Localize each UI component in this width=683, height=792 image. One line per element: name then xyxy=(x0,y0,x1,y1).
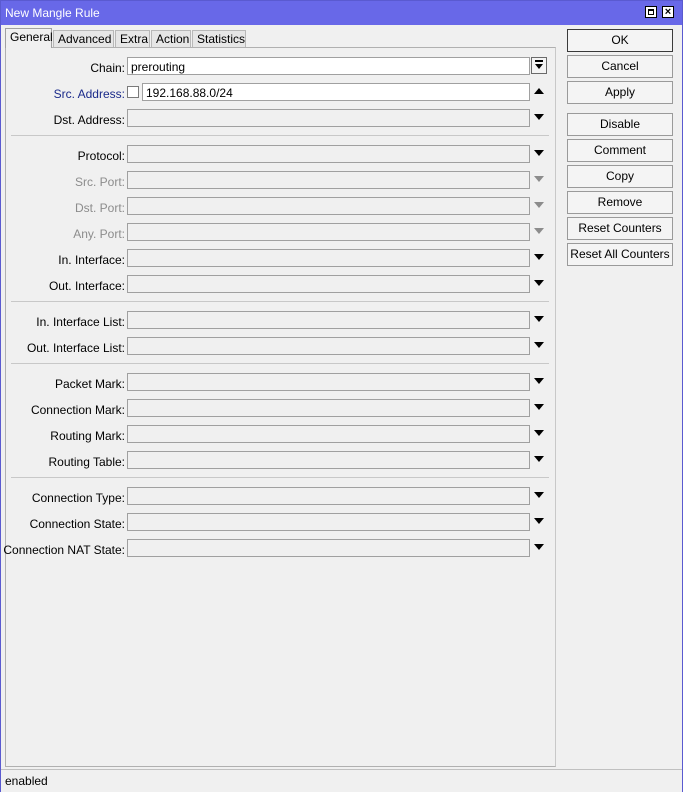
connection-nat-state-field[interactable] xyxy=(127,539,530,557)
tab-general[interactable]: General xyxy=(5,28,52,48)
protocol-label: Protocol: xyxy=(77,149,125,163)
dropdown-arrow-icon[interactable] xyxy=(534,544,544,550)
dropdown-arrow-icon xyxy=(534,176,544,182)
out-interface-label: Out. Interface: xyxy=(48,279,125,293)
dropdown-arrow-icon xyxy=(534,202,544,208)
connection-state-label: Connection State: xyxy=(29,517,125,531)
any-port-row xyxy=(6,223,557,245)
remove-button[interactable]: Remove xyxy=(567,191,673,214)
window-title: New Mangle Rule xyxy=(5,6,100,20)
close-icon[interactable]: × xyxy=(662,6,674,18)
protocol-row xyxy=(6,145,557,167)
tab-statistics[interactable]: Statistics xyxy=(192,30,246,47)
tab-advanced[interactable]: Advanced xyxy=(53,30,114,47)
in-interface-list-label: In. Interface List: xyxy=(36,315,125,329)
out-interface-field[interactable] xyxy=(127,275,530,293)
separator xyxy=(11,301,549,302)
connection-nat-state-label: Connection NAT State: xyxy=(3,543,125,557)
disable-button[interactable]: Disable xyxy=(567,113,673,136)
src-address-negate-checkbox[interactable] xyxy=(127,86,139,98)
in-interface-field[interactable] xyxy=(127,249,530,267)
connection-mark-field[interactable] xyxy=(127,399,530,417)
in-interface-list-row xyxy=(6,311,557,333)
dropdown-arrow-icon[interactable] xyxy=(534,456,544,462)
out-interface-list-row xyxy=(6,337,557,359)
status-text: enabled xyxy=(5,774,48,788)
reset-counters-button[interactable]: Reset Counters xyxy=(567,217,673,240)
connection-type-field[interactable] xyxy=(127,487,530,505)
dropdown-arrow-icon[interactable] xyxy=(534,316,544,322)
chain-field[interactable] xyxy=(127,57,530,75)
dropdown-arrow-icon[interactable] xyxy=(534,430,544,436)
routing-mark-label: Routing Mark: xyxy=(50,429,125,443)
dropdown-arrow-icon[interactable] xyxy=(534,114,544,120)
ok-button[interactable]: OK xyxy=(567,29,673,52)
dst-address-row xyxy=(6,109,557,131)
any-port-label: Any. Port: xyxy=(73,227,125,241)
connection-state-field[interactable] xyxy=(127,513,530,531)
maximize-icon[interactable] xyxy=(645,6,657,18)
dst-port-row xyxy=(6,197,557,219)
routing-table-label: Routing Table: xyxy=(48,455,125,469)
reset-all-counters-button[interactable]: Reset All Counters xyxy=(567,243,673,266)
dropdown-arrow-icon[interactable] xyxy=(534,342,544,348)
dropdown-arrow-icon xyxy=(534,228,544,234)
chain-label: Chain: xyxy=(90,61,125,75)
dst-port-field xyxy=(127,197,530,215)
chain-value: prerouting xyxy=(131,60,186,74)
comment-button[interactable]: Comment xyxy=(567,139,673,162)
apply-button[interactable]: Apply xyxy=(567,81,673,104)
collapse-arrow-icon[interactable] xyxy=(534,88,544,94)
routing-mark-field[interactable] xyxy=(127,425,530,443)
dropdown-arrow-icon[interactable] xyxy=(534,280,544,286)
src-port-field xyxy=(127,171,530,189)
any-port-field xyxy=(127,223,530,241)
src-address-row xyxy=(6,83,557,105)
out-interface-row xyxy=(6,275,557,297)
separator xyxy=(11,135,549,136)
tab-extra[interactable]: Extra xyxy=(115,30,150,47)
separator xyxy=(11,363,549,364)
dropdown-arrow-icon[interactable] xyxy=(534,378,544,384)
connection-nat-state-row xyxy=(3,539,557,561)
packet-mark-row xyxy=(6,373,557,395)
copy-button[interactable]: Copy xyxy=(567,165,673,188)
dropdown-arrow-icon[interactable] xyxy=(534,254,544,260)
chain-row xyxy=(6,57,557,79)
dst-address-label: Dst. Address: xyxy=(53,113,125,127)
routing-table-field[interactable] xyxy=(127,451,530,469)
dropdown-arrow-icon[interactable] xyxy=(534,492,544,498)
dropdown-arrow-icon[interactable] xyxy=(534,150,544,156)
connection-mark-label: Connection Mark: xyxy=(30,403,125,417)
out-interface-list-field[interactable] xyxy=(127,337,530,355)
packet-mark-label: Packet Mark: xyxy=(54,377,125,391)
separator xyxy=(11,477,549,478)
src-port-label: Src. Port: xyxy=(74,175,125,189)
in-interface-label: In. Interface: xyxy=(58,253,125,267)
dropdown-arrow-icon[interactable] xyxy=(534,518,544,524)
connection-type-row xyxy=(6,487,557,509)
tab-action[interactable]: Action xyxy=(151,30,191,47)
connection-state-row xyxy=(6,513,557,535)
dropdown-arrow-icon[interactable] xyxy=(534,404,544,410)
routing-mark-row xyxy=(6,425,557,447)
connection-mark-row xyxy=(6,399,557,421)
cancel-button[interactable]: Cancel xyxy=(567,55,673,78)
in-interface-list-field[interactable] xyxy=(127,311,530,329)
title-bar[interactable] xyxy=(1,1,682,25)
in-interface-row xyxy=(6,249,557,271)
src-address-value: 192.168.88.0/24 xyxy=(146,86,233,100)
dst-address-field[interactable] xyxy=(127,109,530,127)
dst-port-label: Dst. Port: xyxy=(74,201,125,215)
connection-type-label: Connection Type: xyxy=(31,491,125,505)
src-address-field[interactable] xyxy=(142,83,530,101)
general-panel xyxy=(5,47,556,767)
src-port-row xyxy=(6,171,557,193)
chain-dropdown-icon[interactable] xyxy=(531,57,547,74)
protocol-field[interactable] xyxy=(127,145,530,163)
status-bar xyxy=(1,769,682,792)
routing-table-row xyxy=(6,451,557,473)
out-interface-list-label: Out. Interface List: xyxy=(26,341,125,355)
packet-mark-field[interactable] xyxy=(127,373,530,391)
src-address-label: Src. Address: xyxy=(53,87,125,101)
